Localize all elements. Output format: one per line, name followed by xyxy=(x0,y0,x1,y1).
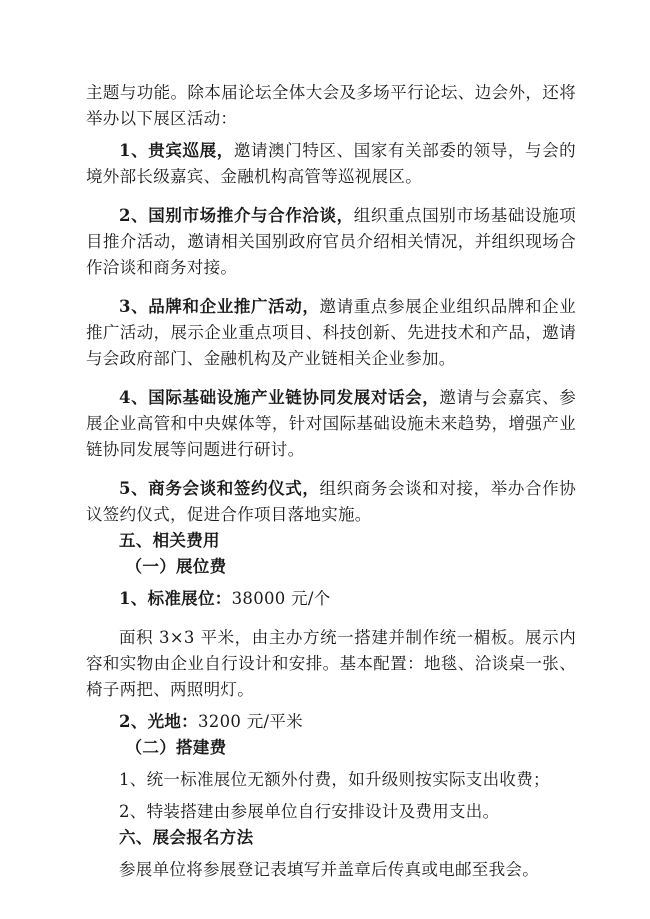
section-5-sub1-heading: （一）展位费 xyxy=(125,557,227,576)
standard-booth-line xyxy=(86,586,576,612)
activity-2-title: 2、国别市场推介与合作洽谈， xyxy=(119,206,354,225)
activity-2-text: 组织重点国别市场基础设施项目推介活动，邀请相关国别政府官员介绍相关情况，并组织现场合作洽谈和商务对接。 xyxy=(86,206,576,277)
standard-booth-description: 面积 3×3 平米，由主办方统一搭建并制作统一楣板。展示内容和实物由企业自行设计和安排。基本配置：地毯、洽谈桌一张、椅子两把、两照明灯。 xyxy=(86,628,576,699)
build-fee-item-2: 2、特装搭建由参展单位自行安排设计及费用支出。 xyxy=(119,802,500,821)
raw-space-label: 2、光地： xyxy=(119,712,198,731)
activity-1 xyxy=(86,138,576,190)
standard-booth-price: 38000 元/个 xyxy=(231,589,331,608)
activity-5-title: 5、商务会谈和签约仪式， xyxy=(119,479,320,498)
section-6-heading: 六、展会报名方法 xyxy=(119,828,254,847)
activity-4 xyxy=(86,385,576,463)
activity-2 xyxy=(86,203,576,281)
raw-space-price: 3200 元/平米 xyxy=(197,712,303,731)
raw-space-line xyxy=(86,709,576,735)
standard-booth-label: 1、标准展位： xyxy=(119,589,232,608)
section-5-heading: 五、相关费用 xyxy=(119,531,220,550)
document-page xyxy=(86,80,576,883)
activity-5-text: 组织商务会谈和对接，举办合作协议签约仪式，促进合作项目落地实施。 xyxy=(86,479,576,524)
activity-3-title: 3、品牌和企业推广活动， xyxy=(119,297,320,316)
build-fee-item-1: 1、统一标准展位无额外付费，如升级则按实际支出收费； xyxy=(119,770,550,789)
section-5-sub2-heading: （二）搭建费 xyxy=(125,738,227,757)
activity-3 xyxy=(86,294,576,372)
activity-1-title: 1、贵宾巡展， xyxy=(119,141,234,160)
section-6-text: 参展单位将参展登记表填写并盖章后传真或电邮至我会。 xyxy=(119,860,539,879)
activity-1-text: 邀请澳门特区、国家有关部委的领导，与会的境外部长级嘉宾、金融机构高管等巡视展区。 xyxy=(86,141,576,186)
activity-4-text: 邀请与会嘉宾、参展企业高管和中央媒体等，针对国际基础设施未来趋势，增强产业链协同发展等问题进行研讨。 xyxy=(86,388,576,459)
activity-4-title: 4、国际基础设施产业链协同发展对话会， xyxy=(119,388,440,407)
activity-5 xyxy=(86,476,576,528)
intro-paragraph: 主题与功能。除本届论坛全体大会及多场平行论坛、边会外，还将举办以下展区活动： xyxy=(86,83,576,128)
activity-3-text: 邀请重点参展企业组织品牌和企业推广活动，展示企业重点项目、科技创新、先进技术和产品，邀请与会政府部门、金融机构及产业链相关企业参加。 xyxy=(86,297,576,368)
